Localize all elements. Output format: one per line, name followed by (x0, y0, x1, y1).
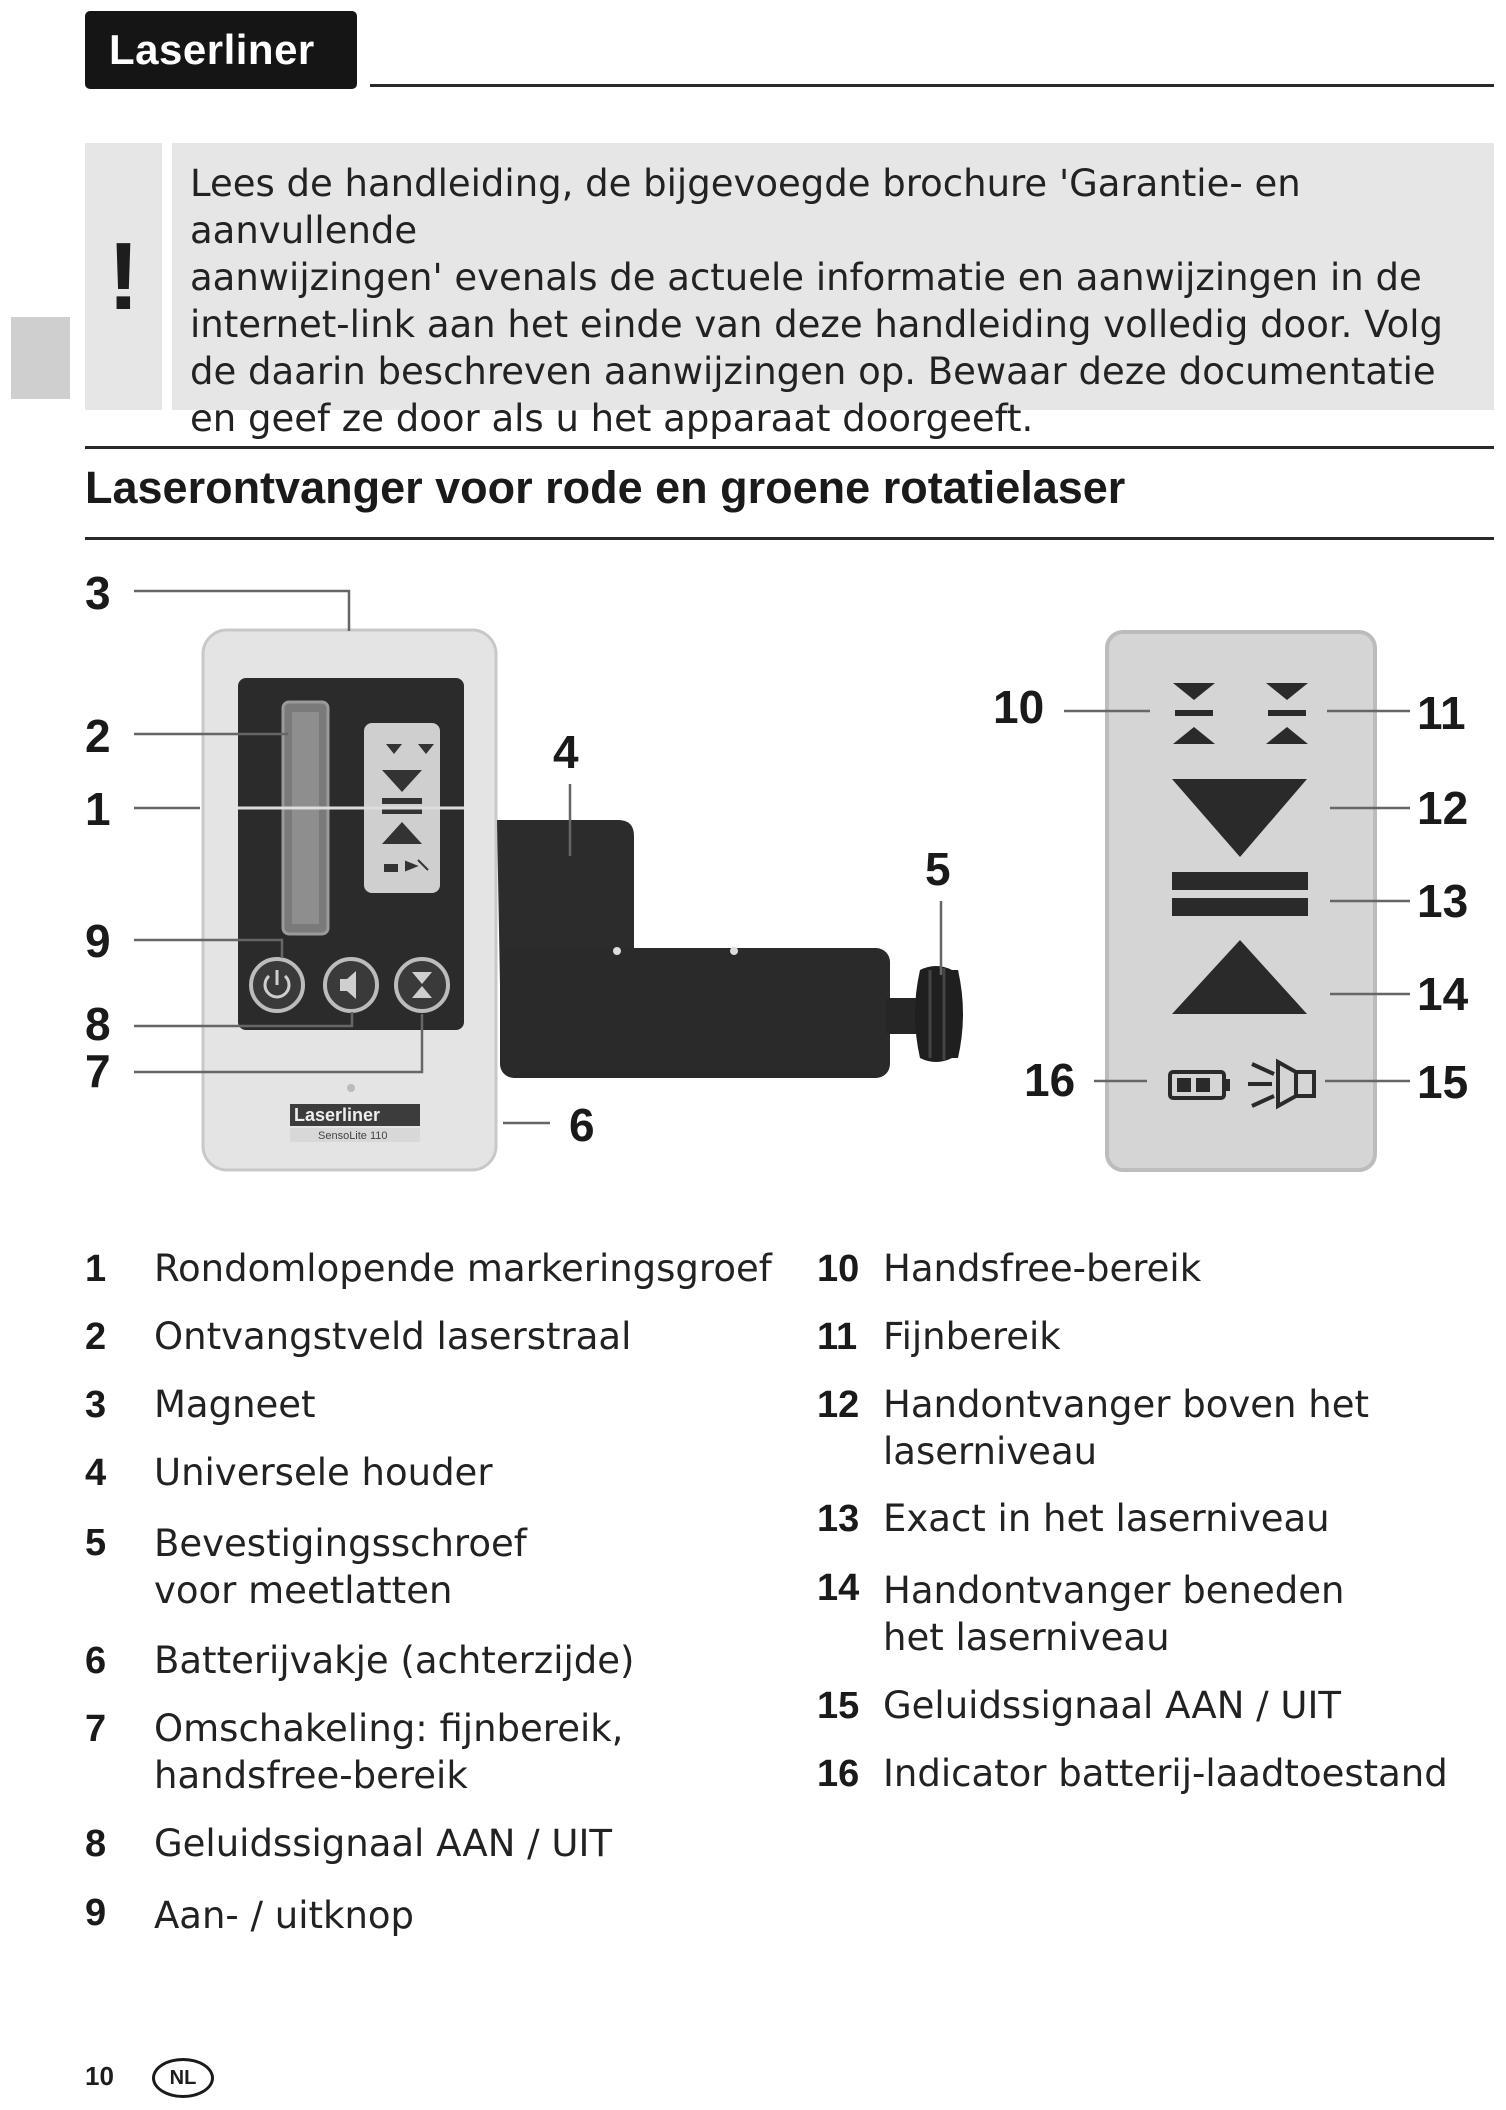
callout-16: 16 (1024, 1054, 1076, 1106)
section-title: Laserontvanger voor rode en groene rotatielaser (85, 462, 1126, 513)
legend-label: Batterijvakje (achterzijde) (154, 1639, 635, 1682)
legend-label: Universele houder (154, 1451, 493, 1494)
callout-9: 9 (85, 915, 111, 967)
device-model-label: SensoLite 110 (318, 1130, 388, 1142)
notice-line: internet-link aan het einde van deze handleiding volledig door. Volg (190, 303, 1444, 346)
legend-number: 14 (817, 1567, 860, 1609)
legend-label: Geluidssignaal AAN / UIT (883, 1684, 1342, 1727)
legend-label: Rondomlopende markeringsgroef (154, 1247, 772, 1290)
brand-logo: Laserliner (85, 11, 357, 89)
legend-number: 7 (85, 1708, 107, 1750)
legend-number: 1 (85, 1248, 107, 1290)
callout-5: 5 (925, 843, 951, 895)
callout-15: 15 (1417, 1056, 1469, 1108)
legend-label: Ontvangstveld laserstraal (154, 1315, 632, 1358)
legend-label: Handontvanger beneden het laserniveau (883, 1569, 1345, 1659)
legend-label: Fijnbereik (883, 1315, 1061, 1358)
legend-number: 5 (85, 1522, 107, 1564)
legend-label: Handontvanger boven het laserniveau (883, 1383, 1369, 1473)
legend-number: 4 (85, 1452, 107, 1494)
legend-number: 16 (817, 1753, 860, 1795)
legend-number: 15 (817, 1685, 860, 1727)
legend-label: Magneet (154, 1383, 316, 1426)
page-number: 10 (85, 2061, 114, 2091)
legend-number: 9 (85, 1892, 107, 1934)
legend-label: Indicator batterij-laadtoestand (883, 1752, 1448, 1795)
callout-6: 6 (569, 1099, 595, 1151)
legend-number: 8 (85, 1823, 107, 1865)
callout-8: 8 (85, 998, 111, 1050)
legend-number: 10 (817, 1248, 860, 1290)
legend-label: Aan- / uitknop (154, 1894, 415, 1937)
notice-line: aanwijzingen' evenals de actuele informatie en aanwijzingen in de (190, 256, 1422, 299)
callout-2: 2 (85, 710, 111, 762)
callout-7: 7 (85, 1045, 111, 1097)
callout-14: 14 (1417, 968, 1469, 1020)
callout-4: 4 (553, 726, 579, 778)
callout-11: 11 (1417, 687, 1466, 739)
legend-left (85, 0, 785, 2110)
notice-line: en geef ze door als u het apparaat doorgeeft. (190, 397, 1034, 440)
legend-right (817, 0, 1497, 2110)
notice-line: Lees de handleiding, de bijgevoegde brochure 'Garantie- en aanvullende (190, 162, 1301, 252)
legend-number: 12 (817, 1384, 860, 1426)
callout-10: 10 (993, 681, 1045, 733)
legend-number: 6 (85, 1640, 107, 1682)
legend-number: 3 (85, 1384, 107, 1426)
callout-13: 13 (1417, 875, 1469, 927)
legend-number: 11 (817, 1316, 858, 1358)
callout-12: 12 (1417, 782, 1469, 834)
legend-number: 13 (817, 1498, 860, 1540)
legend-label: Handsfree-bereik (883, 1247, 1202, 1290)
legend-label: Bevestigingsschroef voor meetlatten (154, 1522, 527, 1612)
legend-number: 2 (85, 1316, 107, 1358)
legend-label: Omschakeling: fijnbereik, handsfree-bereik (154, 1707, 624, 1797)
callout-1: 1 (85, 783, 111, 835)
notice-line: de daarin beschreven aanwijzingen op. Bewaar deze documentatie (190, 350, 1436, 393)
warning-icon: ! (85, 143, 162, 410)
language-badge: NL (152, 2058, 214, 2098)
legend-label: Geluidssignaal AAN / UIT (154, 1822, 613, 1865)
callout-3: 3 (85, 567, 111, 619)
device-brand-label: Laserliner (294, 1105, 381, 1125)
legend-label: Exact in het laserniveau (883, 1497, 1330, 1540)
